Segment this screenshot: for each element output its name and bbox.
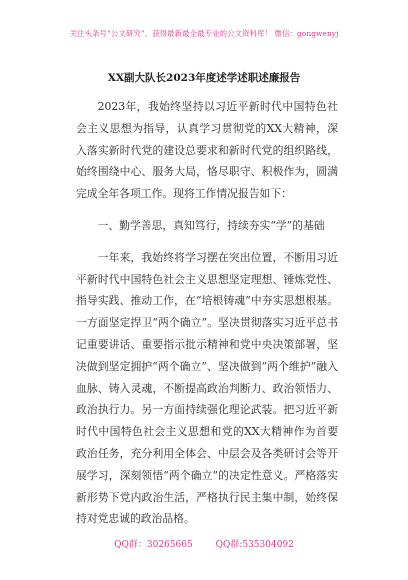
document-body (76, 96, 338, 530)
paragraph-gap (76, 237, 338, 247)
section-1-paragraph: 一年来，我始终将学习摆在突出位置，不断用习近平新时代中国特色社会主义思想坚定理想、锤炼党性、指导实践、推动工作，在“培根铸魂”中夯实思想根基。一方面坚定捍卫“两个确立”。坚决贯彻落实习近平总书记重要讲话、重要指示批示精神和党中央决策部署，坚决做到坚定拥护“两个确立”、坚决做到“两个维护”融入血脉、铸入灵魂，不断提高政治判断力、政治领悟力、政治执行力。另一方面持续强化理论武装。把习近平新时代中国特色社会主义思想和党的XX大精神作为首要政治任务，充分利用全体会、中层会及各类研讨会等开展学习，深刻领悟“两个确立”的决定性意义。严格落实新形势下党内政治生活，严格执行民主集中制，始终保持对党忠诚的政治品格。 (76, 250, 338, 526)
intro-paragraph: 2023年，我始终坚持以习近平新时代中国特色社会主义思想为指导，认真学习贯彻党的XX大精神，深入落实新时代党的建设总要求和新时代党的组织路线，始终围绕中心、服务大局，恪尽职守、积极作为，圆满完成全年各项工作。现将工作情况报告如下： (76, 100, 338, 201)
document-title: XX副大队长2023年度述学述职述廉报告 (107, 72, 301, 84)
qq-group-number-1: QQ群：30265665 (114, 540, 193, 550)
footer-qq-banner (0, 537, 408, 550)
section-heading-1: 一、勤学善思，真知笃行，持续夯实“学”的基础 (97, 218, 325, 232)
header-promo-banner: 关注头条号“公文研究”，获得最新最全最专业的公文资料库！ 微信：gongwenyj (69, 29, 339, 38)
paragraph-gap (76, 205, 338, 215)
qq-group-number-2: QQ群:535304092 (215, 540, 294, 550)
